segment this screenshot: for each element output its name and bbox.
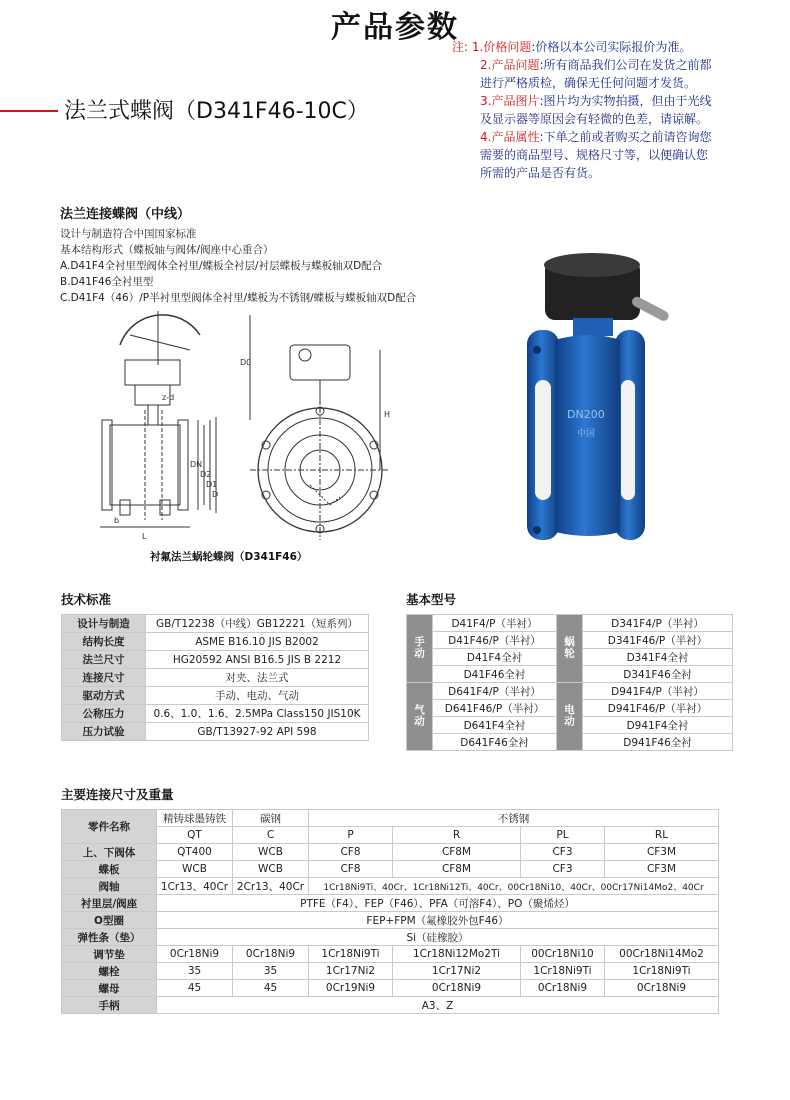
- std-label: 驱动方式: [62, 687, 146, 705]
- row-label: 弹性条（垫）: [62, 929, 157, 946]
- dim-cell: 1Cr17Ni2: [393, 963, 521, 980]
- intro-line: A.D41F4全衬里型阀体全衬里/蝶板全衬层/衬层蝶板与蝶板轴双D配合: [60, 260, 383, 272]
- row-label: 调节垫: [62, 946, 157, 963]
- row-label: 螺母: [62, 980, 157, 997]
- model-cell: D41F46/P（半衬）: [433, 632, 557, 649]
- dim-cell: A3、Z: [157, 997, 719, 1014]
- code-cell: RL: [605, 827, 719, 844]
- model-cell: D341F4/P（半衬）: [583, 615, 733, 632]
- model-cell: D341F46全衬: [583, 666, 733, 683]
- drive-label-text: 电动: [563, 703, 575, 727]
- group-header: 精铸球墨铸铁: [157, 810, 233, 827]
- tech-std-table: [61, 614, 369, 741]
- drive-label-text: 手动: [413, 635, 425, 659]
- product-name-rule: [0, 110, 58, 112]
- dim-label-d1: D1: [206, 480, 218, 489]
- note-key: 1.价格问题: [471, 40, 532, 54]
- std-label: 连接尺寸: [62, 669, 146, 687]
- note-text: :下单之前或者购买之前请咨询您: [539, 130, 712, 144]
- row-label: 螺栓: [62, 963, 157, 980]
- std-value: GB/T12238（中线）GB12221（短系列）: [146, 615, 369, 633]
- drive-label: [557, 615, 583, 683]
- dim-cell: CF8M: [393, 844, 521, 861]
- dim-cell: 00Cr18Ni10: [521, 946, 605, 963]
- dim-cell: 0Cr18Ni9: [233, 946, 309, 963]
- table-row: [62, 615, 369, 633]
- dim-cell: 1Cr13、40Cr: [157, 878, 233, 895]
- note-key: 3.产品图片: [480, 94, 540, 108]
- row-label: 衬里层/阀座: [62, 895, 157, 912]
- code-cell: C: [233, 827, 309, 844]
- dim-label-l: L: [142, 532, 147, 541]
- std-label: 法兰尺寸: [62, 651, 146, 669]
- table-row: [62, 705, 369, 723]
- part-header: 零件名称: [62, 810, 157, 844]
- table-row: [62, 810, 719, 827]
- dim-cell: CF3M: [605, 861, 719, 878]
- drive-label-text: 蜗轮: [563, 635, 575, 659]
- std-value: ASME B16.10 JIS B2002: [146, 633, 369, 651]
- code-cell: P: [309, 827, 393, 844]
- std-label: 设计与制造: [62, 615, 146, 633]
- dim-label-d0: D0: [240, 358, 252, 367]
- dim-cell: WCB: [157, 861, 233, 878]
- valve-product-photo: [505, 240, 680, 570]
- dim-cell: 0Cr19Ni9: [309, 980, 393, 997]
- note-4-cont: 需要的商品型号、规格尺寸等，以便确认您: [480, 148, 709, 162]
- model-cell: D341F46/P（半衬）: [583, 632, 733, 649]
- dim-cell: 1Cr18Ni12Mo2Ti: [393, 946, 521, 963]
- std-label: 压力试验: [62, 723, 146, 741]
- note-3-cont: 及显示器等原因会有轻微的色差，请谅解。: [480, 112, 709, 126]
- dim-cell: CF3M: [605, 844, 719, 861]
- note-lead: 注:: [452, 40, 469, 54]
- model-cell: D641F46全衬: [433, 734, 557, 751]
- model-cell: D941F46/P（半衬）: [583, 700, 733, 717]
- table-row: [407, 615, 733, 632]
- dim-cell: 35: [233, 963, 309, 980]
- dim-cell: QT400: [157, 844, 233, 861]
- model-cell: D41F4全衬: [433, 649, 557, 666]
- table-row: [62, 827, 719, 844]
- table-row: [62, 980, 719, 997]
- std-value: 对夹、法兰式: [146, 669, 369, 687]
- table-row: [62, 723, 369, 741]
- intro-title: 法兰连接蝶阀（中线）: [60, 207, 191, 222]
- row-label: 阀轴: [62, 878, 157, 895]
- std-value: 手动、电动、气动: [146, 687, 369, 705]
- note-text: :价格以本公司实际报价为准。: [531, 40, 692, 54]
- dim-cell: CF3: [521, 861, 605, 878]
- table-row: [62, 895, 719, 912]
- dim-cell: WCB: [233, 844, 309, 861]
- dim-cell: CF8: [309, 861, 393, 878]
- dim-cell: 1Cr17Ni2: [309, 963, 393, 980]
- dims-title: 主要连接尺寸及重量: [61, 787, 174, 802]
- std-label: 公称压力: [62, 705, 146, 723]
- dim-label-h: H: [384, 410, 391, 419]
- table-row: [62, 861, 719, 878]
- model-cell: D341F4全衬: [583, 649, 733, 666]
- dim-label-zd: z-d: [162, 393, 175, 402]
- page-title: 产品参数: [331, 10, 459, 45]
- std-value: GB/T13927-92 API 598: [146, 723, 369, 741]
- drive-label: [407, 615, 433, 683]
- dim-cell: 1Cr18Ni9Ti: [309, 946, 393, 963]
- product-name: 法兰式蝶阀（D341F46-10C）: [64, 99, 369, 124]
- intro-line: C.D41F4（46）/P半衬里型阀体全衬里/蝶板为不锈钢/蝶板与蝶板轴双D配合: [60, 292, 417, 304]
- dim-cell: 0Cr18Ni9: [157, 946, 233, 963]
- valve-technical-drawing: [90, 305, 400, 545]
- model-cell: D41F4/P（半衬）: [433, 615, 557, 632]
- dim-label-d2: D2: [200, 470, 212, 479]
- models-title: 基本型号: [406, 592, 457, 607]
- dim-cell: 45: [157, 980, 233, 997]
- table-row: [62, 687, 369, 705]
- intro-line: 设计与制造符合中国国家标准: [60, 228, 197, 240]
- model-cell: D941F46全衬: [583, 734, 733, 751]
- dim-cell: PTFE（F4）、FEP（F46）、PFA（可溶F4）、PO（聚烯烃）: [157, 895, 719, 912]
- std-value: HG20592 ANSI B16.5 JIS B 2212: [146, 651, 369, 669]
- dim-cell: 1Cr18Ni9Ti: [521, 963, 605, 980]
- model-cell: D941F4/P（半衬）: [583, 683, 733, 700]
- intro-line: B.D41F46全衬里型: [60, 276, 154, 288]
- table-row: [62, 669, 369, 687]
- models-table: [406, 614, 733, 751]
- model-cell: D641F4/P（半衬）: [433, 683, 557, 700]
- note-text: :所有商品我们公司在发货之前都: [539, 58, 712, 72]
- row-label: 上、下阀体: [62, 844, 157, 861]
- note-2-cont: 进行严格质检，确保无任何问题才发货。: [480, 76, 697, 90]
- note-1: [452, 38, 772, 56]
- dim-cell: CF8M: [393, 861, 521, 878]
- drive-label: [557, 683, 583, 751]
- note-key: 2.产品问题: [480, 58, 540, 72]
- row-label: 手柄: [62, 997, 157, 1014]
- dim-cell: FEP+FPM（氟橡胶外包F46）: [157, 912, 719, 929]
- ptfe-liner: [535, 380, 551, 500]
- std-value: 0.6、1.0、1.6、2.5MPa Class150 JIS10K: [146, 705, 369, 723]
- dim-label-dn: DN: [190, 460, 203, 469]
- note-key: 4.产品属性: [480, 130, 540, 144]
- model-cell: D941F4全衬: [583, 717, 733, 734]
- model-cell: D641F4全衬: [433, 717, 557, 734]
- body-cast-text: DN200: [567, 408, 605, 421]
- note-text: :图片均为实物拍摄，但由于光线: [539, 94, 712, 108]
- model-cell: D41F46全衬: [433, 666, 557, 683]
- table-row: [62, 651, 369, 669]
- table-row: [62, 997, 719, 1014]
- dim-cell: 1Cr18Ni9Ti、40Cr、1Cr18Ni12Ti、40Cr、00Cr18Ni10、40Cr、00Cr17Ni14Mo2、40Cr: [309, 878, 719, 895]
- tech-std-title: 技术标准: [61, 592, 112, 607]
- note-2: [452, 56, 772, 74]
- table-row: [62, 912, 719, 929]
- dim-cell: 2Cr13、40Cr: [233, 878, 309, 895]
- row-label: 蝶板: [62, 861, 157, 878]
- table-row: [62, 844, 719, 861]
- table-row: [62, 878, 719, 895]
- table-row: [62, 929, 719, 946]
- note-4: [452, 128, 772, 146]
- row-label: O型圈: [62, 912, 157, 929]
- group-header: 碳钢: [233, 810, 309, 827]
- dim-cell: CF8: [309, 844, 393, 861]
- dim-cell: 0Cr18Ni9: [393, 980, 521, 997]
- table-row: [62, 963, 719, 980]
- model-cell: D641F46/P（半衬）: [433, 700, 557, 717]
- note-4-cont2: 所需的产品是否有货。: [480, 166, 601, 180]
- std-label: 结构长度: [62, 633, 146, 651]
- dim-cell: WCB: [233, 861, 309, 878]
- notes-block: [452, 38, 772, 182]
- table-row: [62, 633, 369, 651]
- drive-label: [407, 683, 433, 751]
- dims-table: [61, 809, 719, 1014]
- body-cast-subtext: 中国: [577, 429, 596, 439]
- table-row: [407, 683, 733, 700]
- dim-cell: Si（硅橡胶）: [157, 929, 719, 946]
- drive-label-text: 气动: [413, 703, 425, 727]
- intro-line: 基本结构形式（蝶板轴与阀体/阀座中心重合）: [60, 244, 274, 256]
- dim-label-d: D: [212, 490, 219, 499]
- handwheel-arc: [120, 315, 200, 345]
- drawing-caption: 衬氟法兰蜗轮蝶阀（D341F46）: [150, 551, 308, 563]
- group-header: 不锈钢: [309, 810, 719, 827]
- code-cell: R: [393, 827, 521, 844]
- code-cell: QT: [157, 827, 233, 844]
- dim-cell: 0Cr18Ni9: [605, 980, 719, 997]
- dim-cell: 45: [233, 980, 309, 997]
- dim-cell: CF3: [521, 844, 605, 861]
- dim-cell: 00Cr18Ni14Mo2: [605, 946, 719, 963]
- code-cell: PL: [521, 827, 605, 844]
- dim-cell: 35: [157, 963, 233, 980]
- dim-cell: 1Cr18Ni9Ti: [605, 963, 719, 980]
- note-3: [452, 92, 772, 110]
- table-row: [62, 946, 719, 963]
- dim-cell: 0Cr18Ni9: [521, 980, 605, 997]
- dim-label-b: b: [114, 516, 120, 525]
